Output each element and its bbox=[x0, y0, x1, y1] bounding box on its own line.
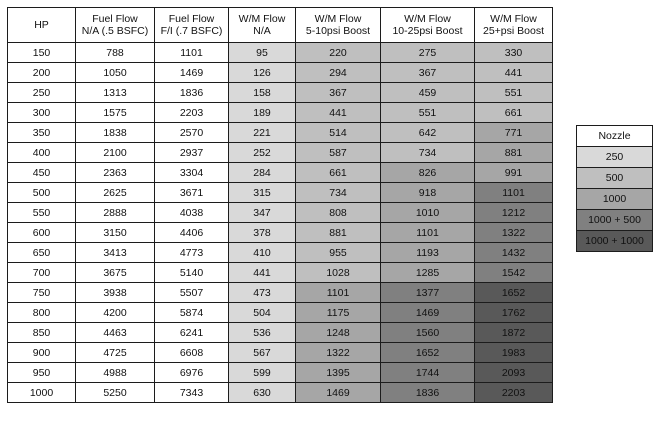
table-cell-fuel-flow-fi: 1101 bbox=[155, 43, 229, 63]
table-cell-fuel-flow-na: 4200 bbox=[76, 303, 155, 323]
table-row bbox=[8, 83, 553, 103]
table-cell-wm-flow-na: 410 bbox=[229, 243, 296, 263]
table-cell-wm-flow-na: 630 bbox=[229, 383, 296, 403]
table-cell-fuel-flow-fi: 6608 bbox=[155, 343, 229, 363]
column-header-line: 10-25psi Boost bbox=[392, 25, 463, 37]
table-cell-fuel-flow-fi: 4406 bbox=[155, 223, 229, 243]
table-cell-fuel-flow-fi: 4038 bbox=[155, 203, 229, 223]
legend-item: 250 bbox=[577, 147, 653, 168]
table-cell-wm-flow-10-25psi: 1377 bbox=[381, 283, 475, 303]
table-row bbox=[8, 323, 553, 343]
table-cell-wm-flow-25psi: 1432 bbox=[475, 243, 553, 263]
column-header-hp bbox=[8, 8, 76, 43]
table-cell-wm-flow-na: 347 bbox=[229, 203, 296, 223]
table-row bbox=[8, 243, 553, 263]
table-row bbox=[8, 143, 553, 163]
column-header-line: W/M Flow bbox=[490, 13, 537, 25]
table-cell-wm-flow-5-10psi: 661 bbox=[296, 163, 381, 183]
table-cell-wm-flow-10-25psi: 642 bbox=[381, 123, 475, 143]
table-cell-wm-flow-10-25psi: 1101 bbox=[381, 223, 475, 243]
table-cell-wm-flow-5-10psi: 734 bbox=[296, 183, 381, 203]
table-cell-fuel-flow-na: 3938 bbox=[76, 283, 155, 303]
table-cell-wm-flow-25psi: 1652 bbox=[475, 283, 553, 303]
table-cell-wm-flow-5-10psi: 367 bbox=[296, 83, 381, 103]
table-cell-wm-flow-10-25psi: 1652 bbox=[381, 343, 475, 363]
table-row bbox=[8, 263, 553, 283]
table-cell-wm-flow-25psi: 441 bbox=[475, 63, 553, 83]
table-cell-fuel-flow-na: 2100 bbox=[76, 143, 155, 163]
table-cell-fuel-flow-na: 4988 bbox=[76, 363, 155, 383]
table-row bbox=[8, 363, 553, 383]
table-cell-wm-flow-5-10psi: 1175 bbox=[296, 303, 381, 323]
table-cell-wm-flow-5-10psi: 881 bbox=[296, 223, 381, 243]
table-cell-hp: 750 bbox=[8, 283, 76, 303]
column-header-line: W/M Flow bbox=[404, 13, 451, 25]
table-cell-wm-flow-25psi: 1322 bbox=[475, 223, 553, 243]
table-cell-wm-flow-10-25psi: 1836 bbox=[381, 383, 475, 403]
table-cell-fuel-flow-na: 1575 bbox=[76, 103, 155, 123]
table-cell-hp: 950 bbox=[8, 363, 76, 383]
column-header-fuel-flow-na bbox=[76, 8, 155, 43]
column-header-line: N/A bbox=[253, 25, 271, 37]
column-header-wm-flow-10-25psi bbox=[381, 8, 475, 43]
table-cell-fuel-flow-na: 1050 bbox=[76, 63, 155, 83]
legend-title: Nozzle bbox=[577, 126, 653, 147]
table-row bbox=[8, 203, 553, 223]
legend-row bbox=[577, 168, 653, 189]
table-cell-hp: 350 bbox=[8, 123, 76, 143]
table-cell-fuel-flow-na: 3150 bbox=[76, 223, 155, 243]
table-cell-hp: 650 bbox=[8, 243, 76, 263]
table-cell-fuel-flow-fi: 6976 bbox=[155, 363, 229, 383]
table-cell-wm-flow-5-10psi: 1322 bbox=[296, 343, 381, 363]
table-cell-fuel-flow-fi: 3304 bbox=[155, 163, 229, 183]
legend-item: 500 bbox=[577, 168, 653, 189]
table-cell-wm-flow-5-10psi: 587 bbox=[296, 143, 381, 163]
table-cell-wm-flow-25psi: 2093 bbox=[475, 363, 553, 383]
table-cell-wm-flow-5-10psi: 514 bbox=[296, 123, 381, 143]
table-cell-wm-flow-25psi: 1101 bbox=[475, 183, 553, 203]
table-cell-fuel-flow-fi: 3671 bbox=[155, 183, 229, 203]
table-cell-wm-flow-25psi: 1983 bbox=[475, 343, 553, 363]
table-cell-wm-flow-25psi: 1212 bbox=[475, 203, 553, 223]
table-cell-wm-flow-10-25psi: 826 bbox=[381, 163, 475, 183]
table-cell-fuel-flow-na: 4463 bbox=[76, 323, 155, 343]
table-cell-wm-flow-10-25psi: 918 bbox=[381, 183, 475, 203]
table-cell-hp: 850 bbox=[8, 323, 76, 343]
table-row bbox=[8, 343, 553, 363]
table-cell-wm-flow-25psi: 2203 bbox=[475, 383, 553, 403]
table-cell-fuel-flow-fi: 1469 bbox=[155, 63, 229, 83]
flow-rate-table bbox=[7, 7, 553, 403]
table-cell-wm-flow-10-25psi: 1469 bbox=[381, 303, 475, 323]
table-cell-hp: 250 bbox=[8, 83, 76, 103]
table-cell-fuel-flow-na: 1838 bbox=[76, 123, 155, 143]
column-header-line: HP bbox=[34, 19, 49, 31]
table-cell-wm-flow-5-10psi: 1395 bbox=[296, 363, 381, 383]
table-cell-fuel-flow-na: 1313 bbox=[76, 83, 155, 103]
table-cell-hp: 300 bbox=[8, 103, 76, 123]
table-cell-hp: 400 bbox=[8, 143, 76, 163]
table-cell-wm-flow-5-10psi: 1028 bbox=[296, 263, 381, 283]
table-row bbox=[8, 163, 553, 183]
table-row bbox=[8, 103, 553, 123]
legend-row bbox=[577, 210, 653, 231]
table-cell-fuel-flow-fi: 7343 bbox=[155, 383, 229, 403]
table-cell-wm-flow-10-25psi: 275 bbox=[381, 43, 475, 63]
table-cell-hp: 450 bbox=[8, 163, 76, 183]
table-row bbox=[8, 303, 553, 323]
table-cell-wm-flow-na: 95 bbox=[229, 43, 296, 63]
table-body bbox=[8, 43, 553, 403]
column-header-line: W/M Flow bbox=[238, 13, 286, 25]
table-cell-wm-flow-na: 284 bbox=[229, 163, 296, 183]
legend-row bbox=[577, 147, 653, 168]
legend-item: 1000 + 500 bbox=[577, 210, 653, 231]
table-cell-fuel-flow-na: 2363 bbox=[76, 163, 155, 183]
table-cell-wm-flow-10-25psi: 1193 bbox=[381, 243, 475, 263]
header-row bbox=[8, 8, 553, 43]
table-cell-wm-flow-10-25psi: 1744 bbox=[381, 363, 475, 383]
table-cell-fuel-flow-na: 5250 bbox=[76, 383, 155, 403]
legend-row bbox=[577, 189, 653, 210]
table-row bbox=[8, 383, 553, 403]
table-cell-wm-flow-na: 567 bbox=[229, 343, 296, 363]
table-cell-wm-flow-na: 504 bbox=[229, 303, 296, 323]
table-row bbox=[8, 183, 553, 203]
column-header-line: 25+psi Boost bbox=[482, 25, 544, 37]
table-cell-wm-flow-25psi: 661 bbox=[475, 103, 553, 123]
table-cell-wm-flow-10-25psi: 734 bbox=[381, 143, 475, 163]
table-cell-wm-flow-na: 126 bbox=[229, 63, 296, 83]
table-cell-wm-flow-na: 536 bbox=[229, 323, 296, 343]
column-header-fuel-flow-fi bbox=[155, 8, 229, 43]
nozzle-legend bbox=[576, 125, 653, 252]
table-cell-wm-flow-na: 315 bbox=[229, 183, 296, 203]
table-cell-fuel-flow-na: 3413 bbox=[76, 243, 155, 263]
table-cell-wm-flow-10-25psi: 367 bbox=[381, 63, 475, 83]
column-header-wm-flow-na bbox=[229, 8, 296, 43]
table-cell-wm-flow-25psi: 330 bbox=[475, 43, 553, 63]
table-cell-wm-flow-na: 158 bbox=[229, 83, 296, 103]
table-row bbox=[8, 63, 553, 83]
table-cell-fuel-flow-na: 2888 bbox=[76, 203, 155, 223]
table-cell-wm-flow-25psi: 1762 bbox=[475, 303, 553, 323]
table-cell-fuel-flow-fi: 2937 bbox=[155, 143, 229, 163]
table-cell-fuel-flow-fi: 5874 bbox=[155, 303, 229, 323]
column-header-line: Fuel Flow bbox=[92, 13, 138, 25]
table-cell-wm-flow-10-25psi: 459 bbox=[381, 83, 475, 103]
table-cell-wm-flow-10-25psi: 1285 bbox=[381, 263, 475, 283]
table-cell-hp: 600 bbox=[8, 223, 76, 243]
table-cell-fuel-flow-fi: 5507 bbox=[155, 283, 229, 303]
column-header-wm-flow-5-10psi bbox=[296, 8, 381, 43]
table-cell-hp: 550 bbox=[8, 203, 76, 223]
legend-row bbox=[577, 231, 653, 252]
table-cell-wm-flow-5-10psi: 220 bbox=[296, 43, 381, 63]
table-cell-fuel-flow-na: 3675 bbox=[76, 263, 155, 283]
legend-item: 1000 + 1000 bbox=[577, 231, 653, 252]
column-header-line: 5-10psi Boost bbox=[305, 25, 371, 37]
column-header-line: F/I (.7 BSFC) bbox=[160, 25, 223, 37]
table-cell-hp: 700 bbox=[8, 263, 76, 283]
table-cell-wm-flow-25psi: 771 bbox=[475, 123, 553, 143]
table-cell-wm-flow-10-25psi: 1560 bbox=[381, 323, 475, 343]
table-cell-wm-flow-25psi: 991 bbox=[475, 163, 553, 183]
table-cell-fuel-flow-fi: 2570 bbox=[155, 123, 229, 143]
table-cell-wm-flow-na: 221 bbox=[229, 123, 296, 143]
table-cell-wm-flow-5-10psi: 1248 bbox=[296, 323, 381, 343]
table-cell-fuel-flow-fi: 1836 bbox=[155, 83, 229, 103]
table-cell-hp: 900 bbox=[8, 343, 76, 363]
table-cell-wm-flow-na: 252 bbox=[229, 143, 296, 163]
table-cell-hp: 200 bbox=[8, 63, 76, 83]
table-cell-wm-flow-na: 378 bbox=[229, 223, 296, 243]
table-cell-wm-flow-na: 599 bbox=[229, 363, 296, 383]
table-cell-fuel-flow-na: 2625 bbox=[76, 183, 155, 203]
table-cell-wm-flow-5-10psi: 441 bbox=[296, 103, 381, 123]
table-cell-wm-flow-5-10psi: 1469 bbox=[296, 383, 381, 403]
table-cell-wm-flow-10-25psi: 1010 bbox=[381, 203, 475, 223]
table-cell-hp: 1000 bbox=[8, 383, 76, 403]
table-cell-wm-flow-5-10psi: 294 bbox=[296, 63, 381, 83]
table-row bbox=[8, 43, 553, 63]
table-cell-wm-flow-25psi: 881 bbox=[475, 143, 553, 163]
table-cell-wm-flow-5-10psi: 808 bbox=[296, 203, 381, 223]
table-cell-fuel-flow-fi: 5140 bbox=[155, 263, 229, 283]
table-cell-wm-flow-10-25psi: 551 bbox=[381, 103, 475, 123]
table-cell-fuel-flow-na: 788 bbox=[76, 43, 155, 63]
table-cell-wm-flow-5-10psi: 1101 bbox=[296, 283, 381, 303]
table-cell-fuel-flow-fi: 2203 bbox=[155, 103, 229, 123]
table-cell-wm-flow-25psi: 1872 bbox=[475, 323, 553, 343]
table-cell-fuel-flow-na: 4725 bbox=[76, 343, 155, 363]
table-cell-hp: 150 bbox=[8, 43, 76, 63]
table-cell-hp: 500 bbox=[8, 183, 76, 203]
table-row bbox=[8, 123, 553, 143]
table-row bbox=[8, 283, 553, 303]
legend-body bbox=[577, 147, 653, 252]
column-header-line: W/M Flow bbox=[314, 13, 362, 25]
table-cell-wm-flow-na: 473 bbox=[229, 283, 296, 303]
legend-header-row bbox=[577, 126, 653, 147]
legend-item: 1000 bbox=[577, 189, 653, 210]
column-header-wm-flow-25psi bbox=[475, 8, 553, 43]
table-cell-fuel-flow-fi: 4773 bbox=[155, 243, 229, 263]
table-cell-fuel-flow-fi: 6241 bbox=[155, 323, 229, 343]
table-cell-wm-flow-na: 441 bbox=[229, 263, 296, 283]
table-cell-wm-flow-5-10psi: 955 bbox=[296, 243, 381, 263]
column-header-line: N/A (.5 BSFC) bbox=[81, 25, 149, 37]
column-header-line: Fuel Flow bbox=[168, 13, 215, 25]
table-cell-wm-flow-25psi: 551 bbox=[475, 83, 553, 103]
table-cell-hp: 800 bbox=[8, 303, 76, 323]
table-row bbox=[8, 223, 553, 243]
table-cell-wm-flow-25psi: 1542 bbox=[475, 263, 553, 283]
table-cell-wm-flow-na: 189 bbox=[229, 103, 296, 123]
